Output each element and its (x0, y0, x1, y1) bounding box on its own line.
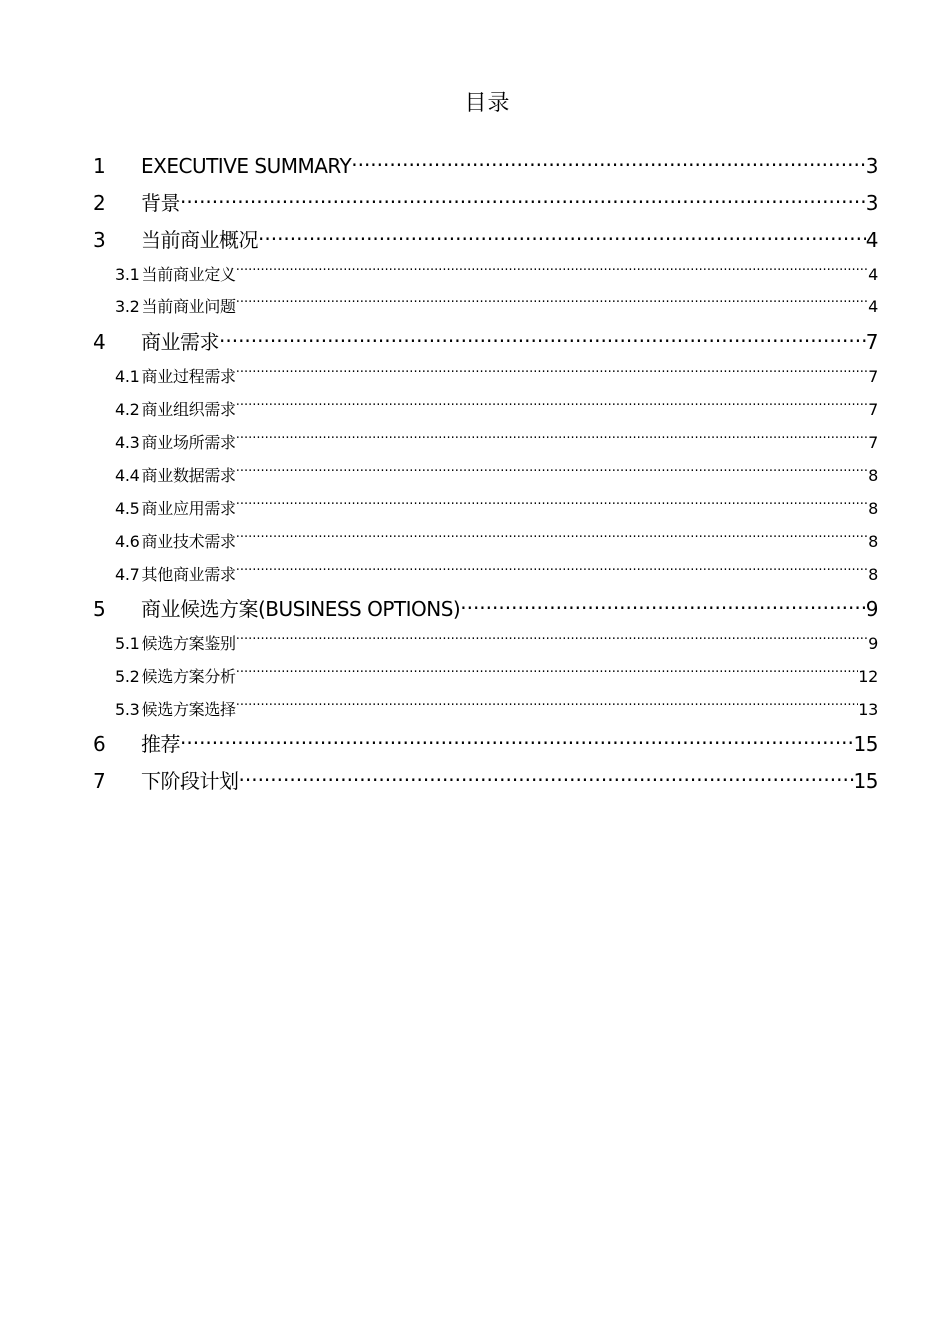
toc-entry-label: 商业数据需求 (141, 466, 236, 485)
dot-leader (258, 227, 866, 247)
toc-entry-number: 4.7 (115, 565, 140, 584)
toc-entry-label: 商业过程需求 (141, 367, 236, 386)
toc-entry-page: 8 (868, 466, 878, 485)
toc-entry-number: 7 (93, 769, 106, 793)
toc-entry-number: 1 (93, 154, 106, 178)
toc-entry-page: 8 (868, 499, 878, 518)
dot-leader (236, 432, 868, 448)
toc-entry[interactable] (93, 224, 878, 256)
toc-entry-number: 5.3 (115, 700, 140, 719)
toc-entry-label: 商业应用需求 (141, 499, 236, 518)
dot-leader (460, 596, 866, 616)
toc-entry-page: 3 (865, 154, 878, 178)
toc-entry-label: 当前商业定义 (141, 265, 236, 284)
toc-entry-page: 7 (868, 400, 878, 419)
toc-entry-number: 3 (93, 228, 106, 252)
toc-entry-label: 其他商业需求 (141, 565, 236, 584)
toc-entry-number: 3.1 (115, 265, 140, 284)
toc-entry[interactable] (93, 728, 878, 760)
dot-leader (236, 498, 868, 514)
toc-title: 目录 (464, 91, 511, 116)
toc-entry-page: 13 (858, 700, 878, 719)
toc-entry-number: 4 (93, 330, 106, 354)
toc-entry-label: 商业组织需求 (141, 400, 236, 419)
toc-subentry[interactable] (93, 561, 878, 589)
toc-entry-number: 4.1 (115, 367, 140, 386)
toc-entry[interactable] (93, 326, 878, 358)
dot-leader (236, 366, 868, 382)
toc-entry-page: 9 (868, 634, 878, 653)
toc-entry-label: 候选方案分析 (141, 667, 236, 686)
toc-entry-label: 推荐 (141, 732, 180, 756)
toc-subentry[interactable] (93, 261, 878, 289)
toc-entry[interactable] (93, 765, 878, 797)
toc-entry-page: 7 (865, 330, 878, 354)
toc-entry-label: 背景 (141, 191, 180, 215)
toc-entry-page: 15 (853, 732, 878, 756)
toc-entry-number: 5.2 (115, 667, 140, 686)
toc-entry[interactable] (93, 187, 878, 219)
dot-leader (236, 531, 868, 547)
toc-entry-label: 候选方案选择 (141, 700, 236, 719)
dot-leader (236, 699, 858, 715)
toc-entry-label: 下阶段计划 (141, 769, 239, 793)
toc-entry-page: 3 (865, 191, 878, 215)
toc-entry-label: 当前商业问题 (141, 297, 236, 316)
toc-subentry[interactable] (93, 663, 878, 691)
toc-subentry[interactable] (93, 528, 878, 556)
toc-subentry[interactable] (93, 293, 878, 321)
toc-entry-label: 商业需求 (141, 330, 219, 354)
toc-entry-page: 12 (858, 667, 878, 686)
toc-entry-number: 4.3 (115, 433, 140, 452)
toc-subentry[interactable] (93, 429, 878, 457)
dot-leader (236, 465, 868, 481)
toc-entry-label: EXECUTIVE SUMMARY (141, 154, 352, 178)
dot-leader (236, 666, 858, 682)
toc-entry-page: 4 (868, 265, 878, 284)
toc-subentry[interactable] (93, 495, 878, 523)
toc-entry-page: 9 (865, 597, 878, 621)
dot-leader (236, 264, 868, 280)
toc-entry[interactable] (93, 150, 878, 182)
dot-leader (236, 296, 868, 312)
toc-entry-page: 8 (868, 532, 878, 551)
toc-entry-page: 7 (868, 433, 878, 452)
toc-entry-page: 15 (853, 769, 878, 793)
toc-entry-label: 当前商业概况 (141, 228, 258, 252)
dot-leader (351, 153, 866, 173)
dot-leader (180, 731, 854, 751)
dot-leader (236, 564, 868, 580)
toc-entry-page: 4 (868, 297, 878, 316)
toc-entry-page: 8 (868, 565, 878, 584)
dot-leader (236, 633, 868, 649)
dot-leader (180, 190, 866, 210)
toc-entry-page: 4 (865, 228, 878, 252)
dot-leader (236, 399, 868, 415)
toc-entry-label: 商业技术需求 (141, 532, 236, 551)
toc-entry-label: 商业场所需求 (141, 433, 236, 452)
toc-subentry[interactable] (93, 696, 878, 724)
dot-leader (239, 768, 854, 788)
toc-entry-label: 候选方案鉴别 (141, 634, 236, 653)
toc-entry[interactable] (93, 593, 878, 625)
toc-subentry[interactable] (93, 363, 878, 391)
dot-leader (219, 329, 866, 349)
toc-subentry[interactable] (93, 462, 878, 490)
toc-entry-number: 4.4 (115, 466, 140, 485)
toc-entry-number: 4.5 (115, 499, 140, 518)
toc-subentry[interactable] (93, 396, 878, 424)
toc-entry-number: 3.2 (115, 297, 140, 316)
toc-entry-number: 5.1 (115, 634, 140, 653)
toc-entry-label: 商业候选方案(BUSINESS OPTIONS) (141, 597, 461, 621)
toc-entry-number: 4.6 (115, 532, 140, 551)
toc-subentry[interactable] (93, 630, 878, 658)
toc-entry-number: 5 (93, 597, 106, 621)
toc-entry-number: 2 (93, 191, 106, 215)
toc-entry-number: 4.2 (115, 400, 140, 419)
toc-entry-number: 6 (93, 732, 106, 756)
toc-entry-page: 7 (868, 367, 878, 386)
